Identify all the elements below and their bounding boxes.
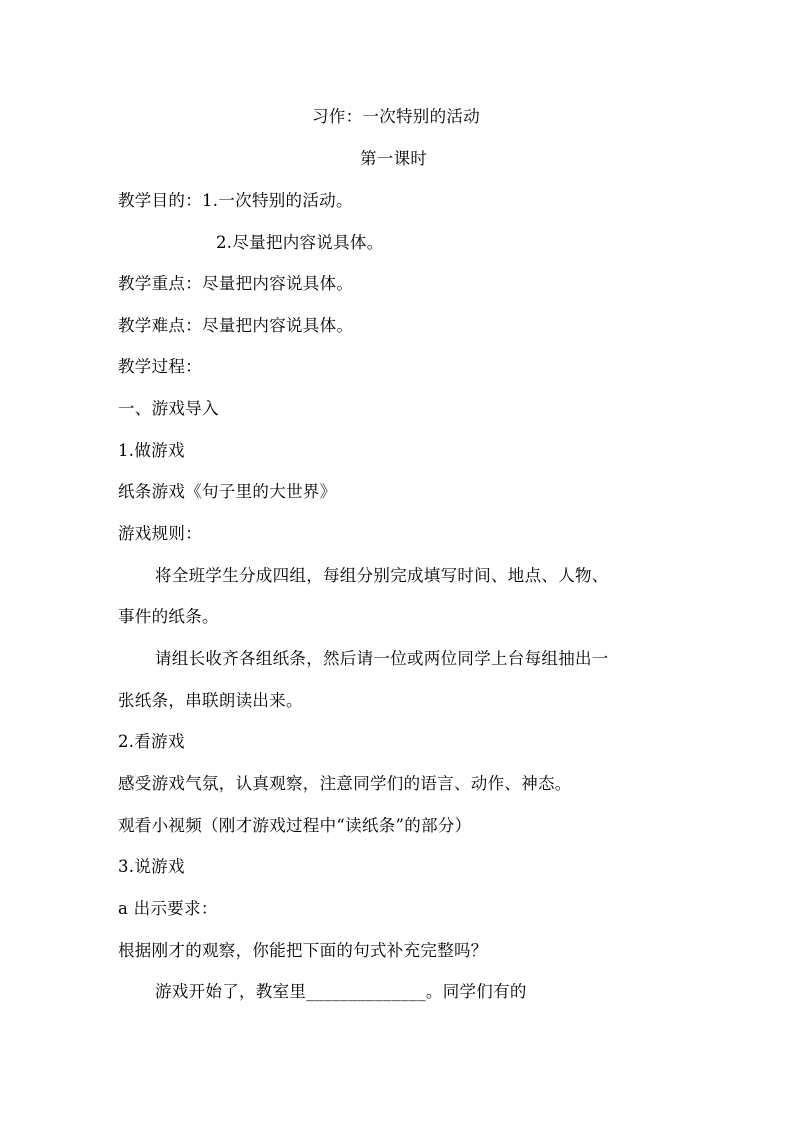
rules-label: 游戏规则：: [118, 524, 202, 543]
doc-title: 习作：一次特别的活动: [312, 107, 480, 126]
process-label: 教学过程：: [118, 357, 202, 376]
observe-instruction: 感受游戏气氛，认真观察，注意同学们的语言、动作、神态。: [118, 774, 572, 793]
game-name: 纸条游戏《句子里的大世界》: [118, 482, 337, 501]
teaching-key-point: 教学重点：尽量把内容说具体。: [118, 274, 354, 293]
section-heading: 一、游戏导入: [118, 399, 219, 418]
doc-subtitle: 第一课时: [360, 149, 428, 168]
video-instruction: 观看小视频（刚才游戏过程中“读纸条”的部分）: [118, 816, 472, 835]
teaching-objective-1: 教学目的：1.一次特别的活动。: [118, 191, 353, 210]
rule-paragraph: 将全班学生分成四组，每组分别完成填写时间、地点、人物、: [155, 566, 609, 585]
step-heading: 3.说游戏: [118, 857, 185, 876]
rule-paragraph-cont: 事件的纸条。: [118, 607, 219, 626]
rule-paragraph: 请组长收齐各组纸条，然后请一位或两位同学上台每组抽出一: [155, 649, 609, 668]
rule-paragraph-cont: 张纸条，串联朗读出来。: [118, 691, 303, 710]
teaching-objective-2: 2.尽量把内容说具体。: [216, 233, 384, 252]
sentence-prompt: 游戏开始了，教室里______________。同学们有的: [155, 982, 527, 1001]
requirement-label: a 出示要求：: [118, 899, 218, 918]
question-text: 根据刚才的观察，你能把下面的句式补充完整吗？: [118, 941, 488, 960]
step-heading: 2.看游戏: [118, 732, 185, 751]
step-heading: 1.做游戏: [118, 441, 185, 460]
teaching-difficulty: 教学难点：尽量把内容说具体。: [118, 316, 354, 335]
